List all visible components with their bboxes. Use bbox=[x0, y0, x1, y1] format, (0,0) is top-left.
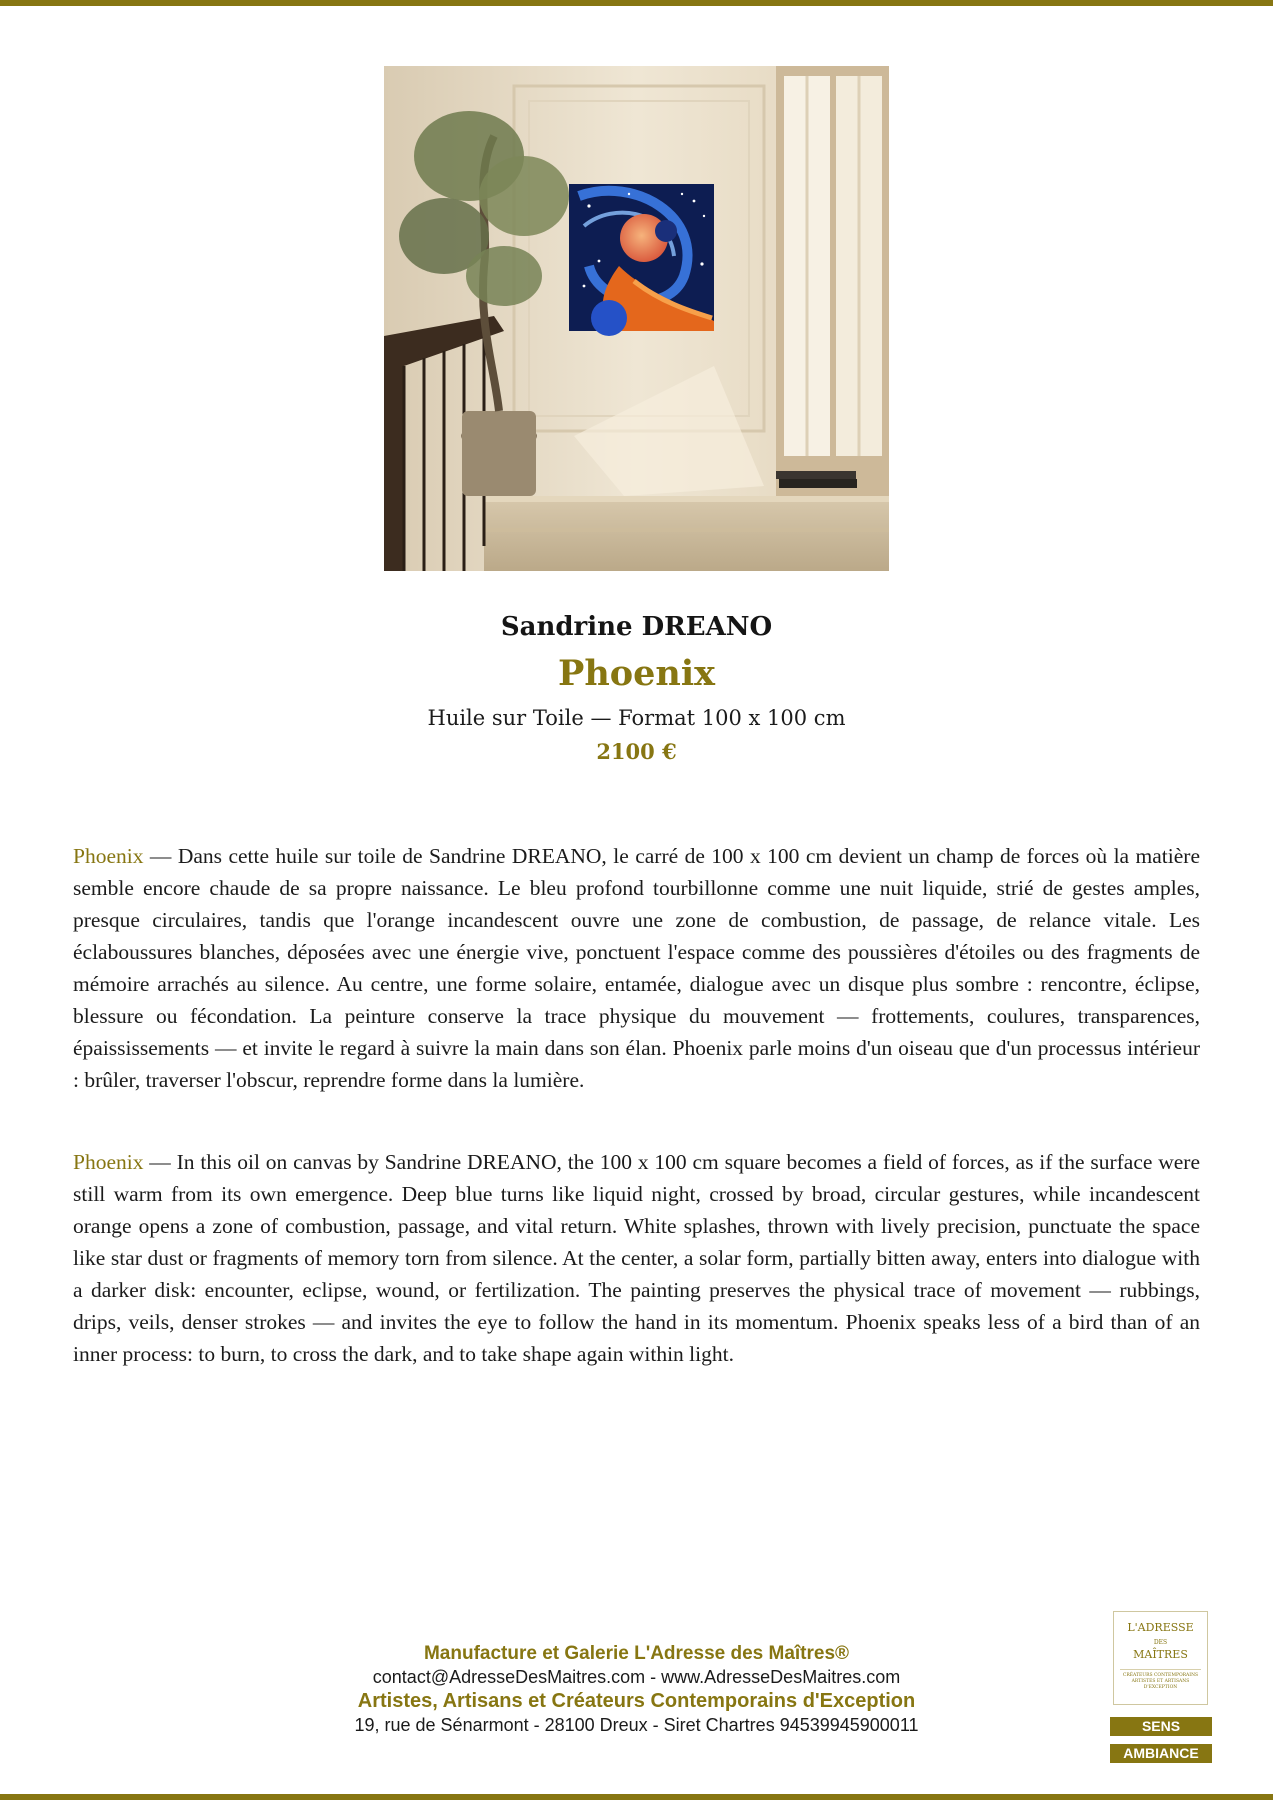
logo-line-2: DES bbox=[1153, 1639, 1168, 1646]
logo-line-4: CRÉATEURS CONTEMPORAINS ARTISTES ET ARTISANS D'EXCEPTION bbox=[1120, 1669, 1201, 1691]
description-en bbox=[73, 1146, 1200, 1370]
artwork-image bbox=[384, 66, 889, 571]
footer-tagline: Artistes, Artisans et Créateurs Contemporains d'Exception bbox=[357, 1690, 916, 1712]
bottom-rule bbox=[0, 1794, 1273, 1800]
top-rule bbox=[0, 0, 1273, 6]
footer-company: Manufacture et Galerie L'Adresse des Maîtres® bbox=[423, 1643, 850, 1664]
description-fr-lead: Phoenix bbox=[73, 844, 144, 868]
artwork-scene bbox=[384, 66, 889, 571]
logo-line-1: L'ADRESSE bbox=[1127, 1621, 1194, 1634]
description-en-lead: Phoenix bbox=[73, 1150, 144, 1174]
artwork-price: 2100 € bbox=[596, 739, 677, 764]
footer-contact: contact@AdresseDesMaitres.com - www.AdresseDesMaitres.com bbox=[372, 1667, 901, 1687]
description-fr-text: — Dans cette huile sur toile de Sandrine DREANO, le carré de 100 x 100 cm devient un champ de forces où la matière semble encore chaude de sa propre naissance. Le bleu profond tourbillonne comme une nuit liquide, strié de gestes amples, presque circulaires, tandis que l'orange incandescent ouvre une zone de combustion, de passage, de relance vitale. Les éclaboussures blanches, déposées avec une énergie vive, ponctuent l'espace comme des poussières d'étoiles ou des fragments de mémoire arrachés au silence. Au centre, une forme solaire, entamée, dialogue avec un disque plus sombre : rencontre, éclipse, blessure ou fécondation. La peinture conserve la trace physique du mouvement — frottements, coulures, transparences, épaississements — et invite le regard à suivre la main dans son élan. Phoenix parle moins d'un oiseau que d'un processus intérieur : brûler, traverser l'obscur, reprendre forme dans la lumière. bbox=[73, 844, 1200, 1092]
gallery-logo bbox=[1113, 1611, 1208, 1705]
footer-address: 19, rue de Sénarmont - 28100 Dreux - Siret Chartres 94539945900011 bbox=[354, 1715, 919, 1735]
tag-sens: SENS bbox=[1110, 1717, 1212, 1736]
logo-line-3: MAÎTRES bbox=[1133, 1648, 1188, 1661]
artwork-title: Phoenix bbox=[558, 653, 715, 694]
artwork-medium: Huile sur Toile — Format 100 x 100 cm bbox=[427, 706, 846, 730]
tag-ambiance: AMBIANCE bbox=[1110, 1744, 1212, 1763]
artist-name: Sandrine DREANO bbox=[500, 612, 773, 642]
description-en-text: — In this oil on canvas by Sandrine DREANO, the 100 x 100 cm square becomes a field of forces, as if the surface were still warm from its own emergence. Deep blue turns like liquid night, crossed by broad, circular gestures, while incandescent orange opens a zone of combustion, passage, and vital return. White splashes, thrown with lively precision, punctuate the space like star dust or fragments of memory torn from silence. At the center, a solar form, partially bitten away, enters into dialogue with a darker disk: encounter, eclipse, wound, or fertilization. The painting preserves the physical trace of movement — rubbings, drips, veils, denser strokes — and invites the eye to follow the hand in its momentum. Phoenix speaks less of a bird than of an inner process: to burn, to cross the dark, and to take shape again within light. bbox=[73, 1150, 1200, 1366]
description-fr bbox=[73, 840, 1200, 1096]
